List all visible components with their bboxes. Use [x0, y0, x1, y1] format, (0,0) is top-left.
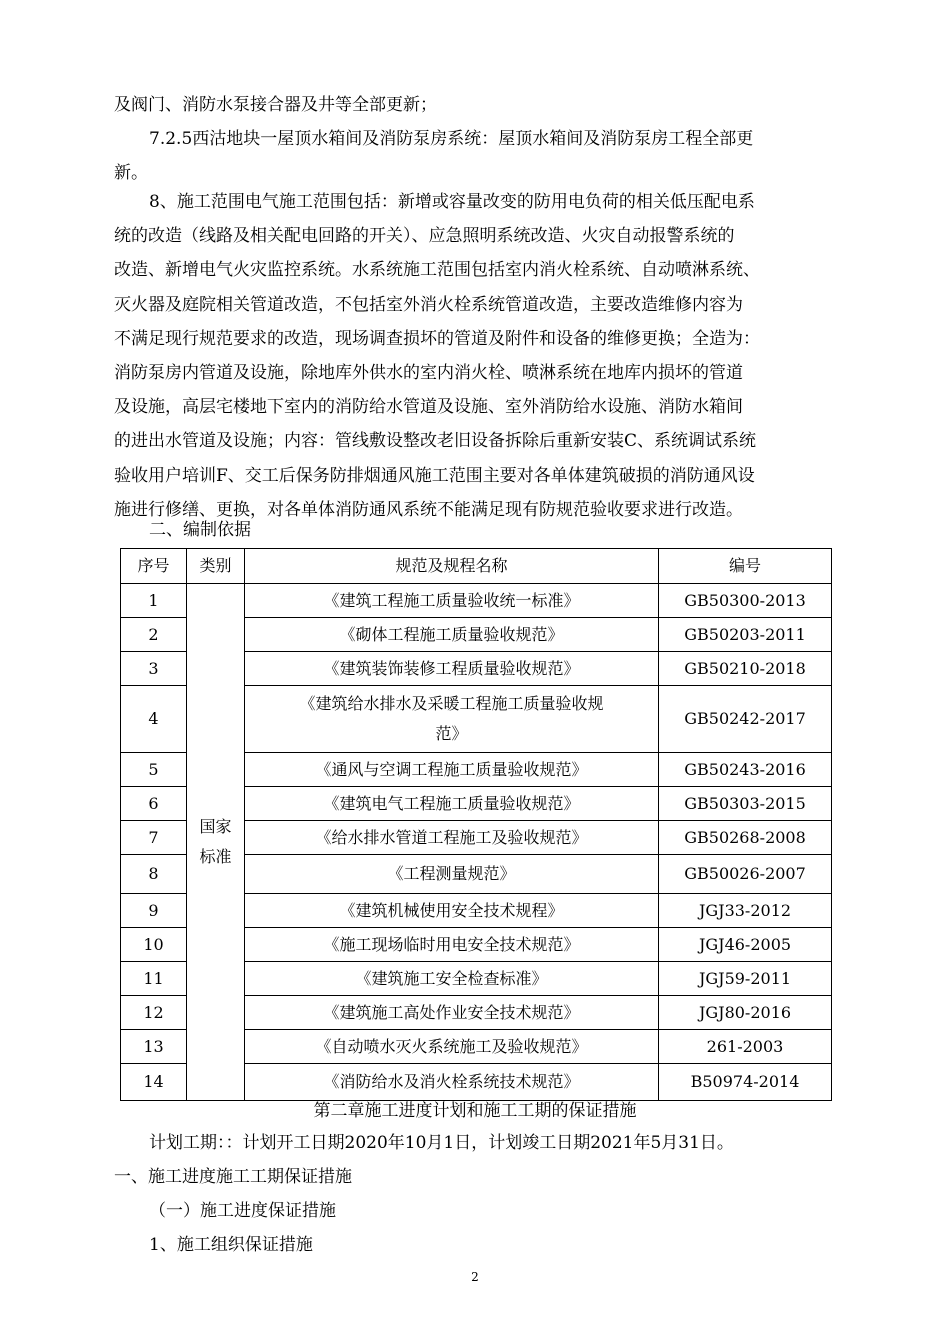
row-no: 14	[121, 1064, 187, 1101]
heading-subsection: （一）施工进度保证措施	[149, 1201, 336, 1221]
row-name: 《建筑工程施工质量验收统一标准》	[245, 584, 659, 618]
paragraph-line: 统的改造（线路及相关配电回路的开关）、应急照明系统改造、火灾自动报警系统的	[114, 226, 735, 247]
row-name: 《砌体工程施工质量验收规范》	[245, 618, 659, 652]
category-cell	[187, 584, 245, 1101]
paragraph-line: 验收用户培训F、交工后保务防排烟通风施工范围主要对各单体建筑破损的消防通风设	[114, 465, 755, 486]
header-name: 规范及规程名称	[245, 549, 659, 584]
row-name: 《建筑机械使用安全技术规程》	[245, 894, 659, 928]
row-name: 《建筑电气工程施工质量验收规范》	[245, 787, 659, 821]
item-8-paragraph	[114, 185, 836, 527]
row-name	[245, 686, 659, 753]
row-code: GB50243-2016	[659, 753, 832, 787]
row-name: 《给水排水管道工程施工及验收规范》	[245, 821, 659, 855]
row-name: 《建筑施工高处作业安全技术规范》	[245, 996, 659, 1030]
row-name: 《消防给水及消火栓系统技术规范》	[245, 1064, 659, 1101]
row-name: 《通风与空调工程施工质量验收规范》	[245, 753, 659, 787]
row-code: GB50210-2018	[659, 652, 832, 686]
row-code: JGJ59-2011	[659, 962, 832, 996]
table-row	[121, 584, 832, 618]
row-no: 2	[121, 618, 187, 652]
row-code: B50974-2014	[659, 1064, 832, 1101]
row-name: 《自动喷水灭火系统施工及验收规范》	[245, 1030, 659, 1064]
paragraph-line: 消防泵房内管道及设施，除地库外供水的室内消火栓、喷淋系统在地库内损坏的管道	[114, 362, 743, 383]
row-name: 《工程测量规范》	[245, 855, 659, 894]
paragraph-line: 的进出水管道及设施；内容：管线敷设整改老旧设备拆除后重新安装C、系统调试系统	[114, 431, 757, 452]
row-no: 12	[121, 996, 187, 1030]
category-line: 国家	[199, 817, 232, 836]
row-no: 10	[121, 928, 187, 962]
table-header-row	[121, 549, 832, 584]
row-code: GB50300-2013	[659, 584, 832, 618]
row-code: JGJ80-2016	[659, 996, 832, 1030]
heading-section-1: 一、施工进度施工工期保证措施	[114, 1167, 352, 1187]
section-heading-basis: 二、编制依据	[149, 520, 251, 540]
row-no: 1	[121, 584, 187, 618]
row-code: GB50303-2015	[659, 787, 832, 821]
row-name: 《施工现场临时用电安全技术规范》	[245, 928, 659, 962]
row-code: GB50268-2008	[659, 821, 832, 855]
plan-schedule-line: 计划工期：：计划开工日期2020年10月1日，计划竣工日期2021年5月31日。	[149, 1133, 734, 1153]
row-code: JGJ33-2012	[659, 894, 832, 928]
paragraph-line: 及设施，高层宅楼地下室内的消防给水管道及设施、室外消防给水设施、消防水箱间	[114, 397, 743, 418]
row-code: JGJ46-2005	[659, 928, 832, 962]
row-code: 261-2003	[659, 1030, 832, 1064]
row-no: 11	[121, 962, 187, 996]
chapter-title: 第二章施工进度计划和施工工期的保证措施	[313, 1101, 637, 1121]
row-name: 《建筑施工安全检查标准》	[245, 962, 659, 996]
paragraph-line: 改造、新增电气火灾监控系统。水系统施工范围包括室内消火栓系统、自动喷淋系统、	[114, 260, 760, 281]
row-name-line: 范》	[435, 724, 468, 743]
row-name-line: 《建筑给水排水及采暖工程施工质量验收规	[299, 694, 604, 713]
paragraph-line: 施进行修缮、更换，对各单体消防通风系统不能满足现有防规范验收要求进行改造。	[114, 499, 743, 520]
item-7-2-5-line1: 7.2.5西沽地块一屋顶水箱间及消防泵房系统：屋顶水箱间及消防泵房工程全部更	[149, 129, 754, 149]
header-category: 类别	[187, 549, 245, 584]
row-no: 4	[121, 686, 187, 753]
heading-item-1: 1、施工组织保证措施	[149, 1235, 313, 1255]
row-no: 8	[121, 855, 187, 894]
standards-table	[120, 548, 832, 1101]
intro-line: 及阀门、消防水泵接合器及井等全部更新；	[114, 95, 437, 115]
row-no: 7	[121, 821, 187, 855]
row-name: 《建筑装饰装修工程质量验收规范》	[245, 652, 659, 686]
row-no: 6	[121, 787, 187, 821]
page-number: 2	[471, 1270, 479, 1284]
row-no: 13	[121, 1030, 187, 1064]
paragraph-line: 8、施工范围电气施工范围包括：新增或容量改变的防用电负荷的相关低压配电系	[149, 192, 755, 212]
row-code: GB50203-2011	[659, 618, 832, 652]
row-code: GB50242-2017	[659, 686, 832, 753]
header-code: 编号	[659, 549, 832, 584]
row-code: GB50026-2007	[659, 855, 832, 894]
row-no: 3	[121, 652, 187, 686]
paragraph-line: 灭火器及庭院相关管道改造，不包括室外消火栓系统管道改造，主要改造维修内容为	[114, 294, 743, 315]
item-7-2-5-line2: 新。	[114, 163, 148, 183]
row-no: 5	[121, 753, 187, 787]
row-no: 9	[121, 894, 187, 928]
category-line: 标准	[199, 847, 232, 866]
header-no: 序号	[121, 549, 187, 584]
paragraph-line: 不满足现行规范要求的改造，现场调查损坏的管道及附件和设备的维修更换；全造为：	[114, 328, 760, 349]
